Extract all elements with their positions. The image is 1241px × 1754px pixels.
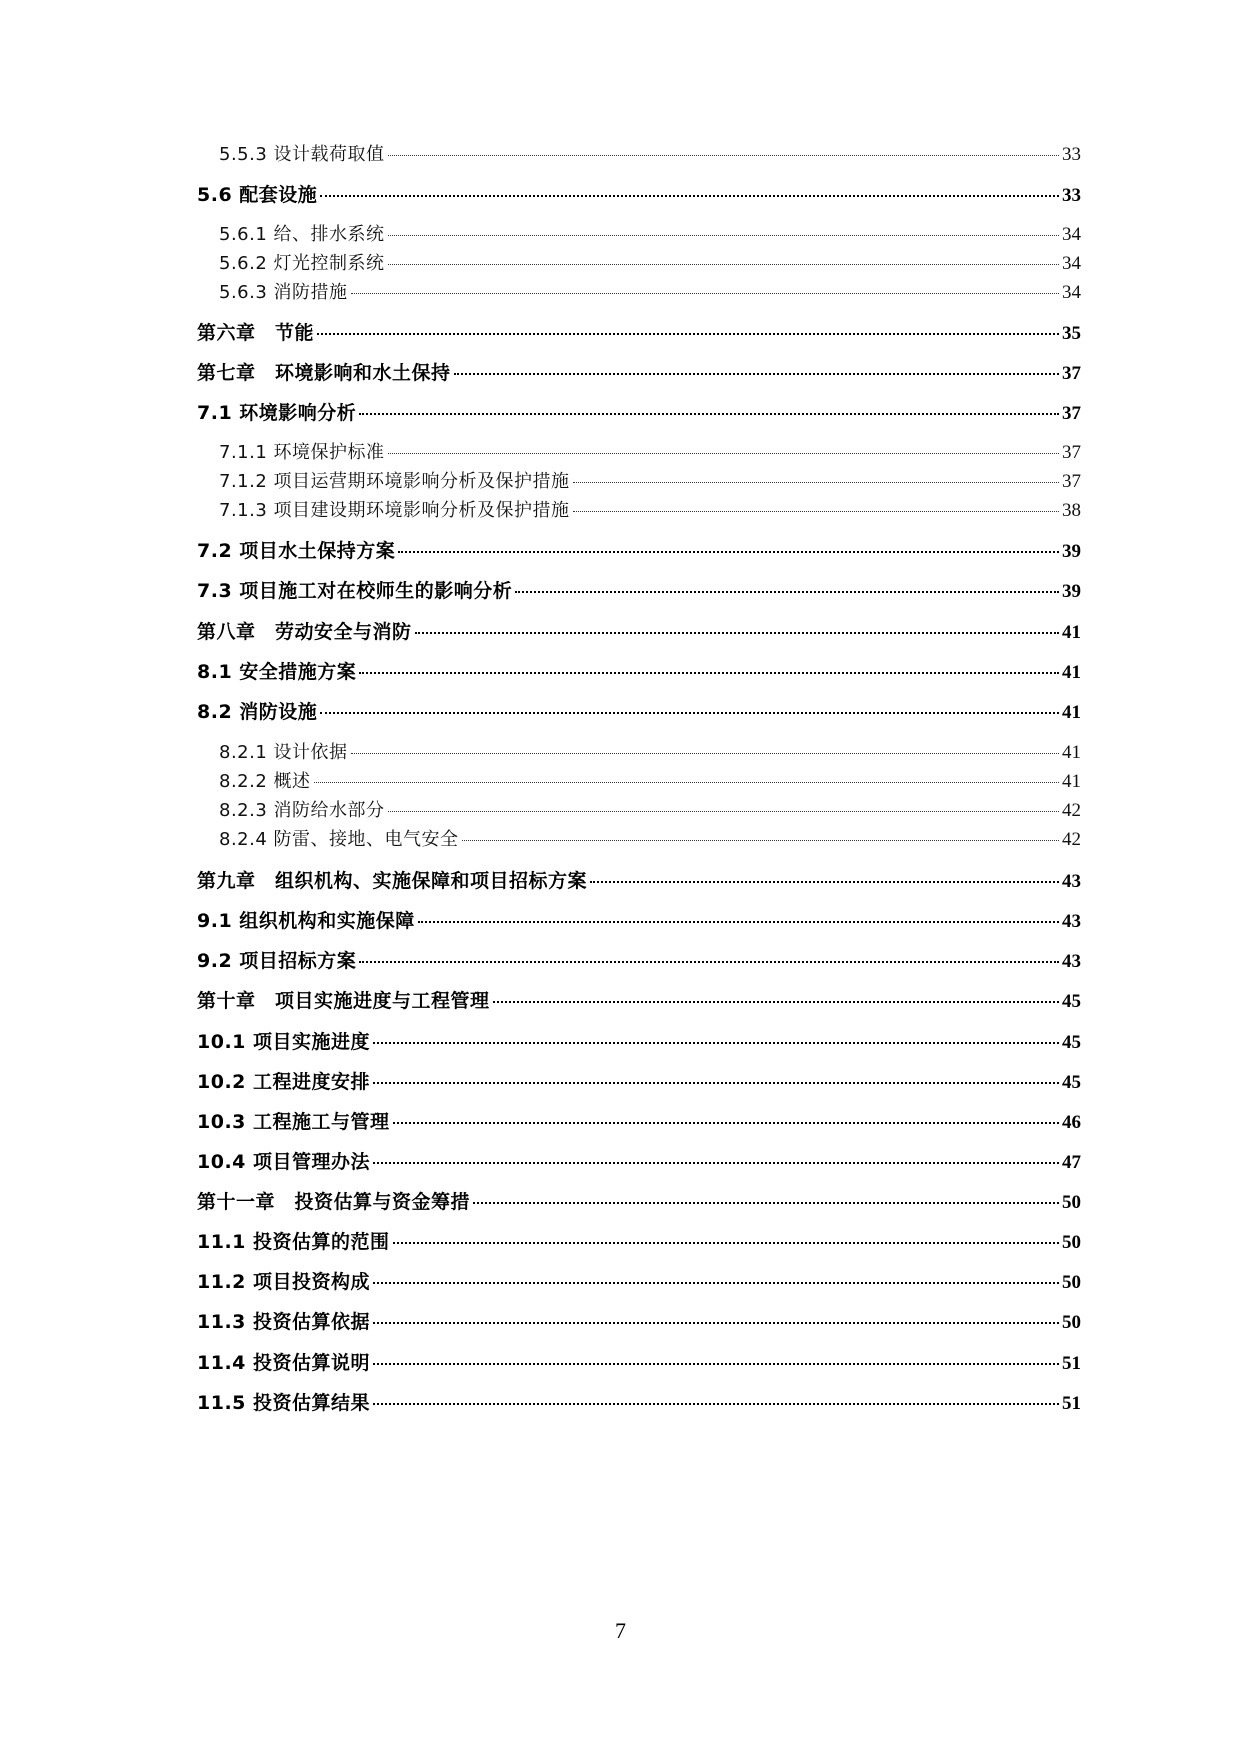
toc-entry-label: 10.3 工程施工与管理	[197, 1111, 390, 1133]
toc-entry-label: 第九章 组织机构、实施保障和项目招标方案	[197, 870, 588, 892]
toc-entry[interactable]	[197, 358, 1081, 385]
toc-entry[interactable]	[197, 1388, 1081, 1415]
toc-entry-page: 45	[1062, 991, 1081, 1012]
toc-dot-leader	[590, 881, 1059, 883]
toc-entry-page: 37	[1062, 471, 1081, 492]
toc-entry[interactable]	[197, 278, 1081, 304]
toc-entry[interactable]	[197, 220, 1081, 246]
toc-entry-label: 第七章 环境影响和水土保持	[197, 362, 451, 384]
toc-entry[interactable]	[197, 617, 1081, 644]
toc-entry-page: 41	[1062, 771, 1081, 792]
toc-dot-leader	[515, 591, 1059, 593]
toc-dot-leader	[388, 235, 1059, 236]
toc-entry[interactable]	[197, 825, 1081, 851]
toc-entry[interactable]	[197, 140, 1081, 166]
toc-entry[interactable]	[197, 1348, 1081, 1375]
toc-entry[interactable]	[197, 496, 1081, 522]
toc-entry-label: 7.2 项目水土保持方案	[197, 540, 396, 562]
toc-dot-leader	[359, 672, 1059, 674]
toc-entry-page: 45	[1062, 1072, 1081, 1093]
toc-entry[interactable]	[197, 738, 1081, 764]
toc-dot-leader	[462, 840, 1059, 841]
toc-entry-page: 33	[1062, 144, 1081, 165]
toc-entry-page: 42	[1062, 800, 1081, 821]
toc-entry-page: 51	[1062, 1393, 1081, 1414]
toc-entry-page: 46	[1062, 1112, 1081, 1133]
toc-entry[interactable]	[197, 318, 1081, 345]
toc-entry-label: 第六章 节能	[197, 322, 315, 344]
toc-entry-page: 37	[1062, 403, 1081, 424]
toc-entry-page: 37	[1062, 442, 1081, 463]
toc-entry-label: 10.2 工程进度安排	[197, 1071, 370, 1093]
toc-entry-label: 9.1 组织机构和实施保障	[197, 910, 415, 932]
toc-entry-label: 8.2 消防设施	[197, 701, 318, 723]
toc-entry-page: 51	[1062, 1353, 1081, 1374]
toc-entry-label: 10.1 项目实施进度	[197, 1031, 370, 1053]
toc-entry[interactable]	[197, 438, 1081, 464]
toc-dot-leader	[320, 712, 1059, 714]
toc-entry-label: 8.2.4 防雷、接地、电气安全	[219, 829, 459, 850]
toc-entry-label: 第十一章 投资估算与资金筹措	[197, 1191, 471, 1213]
toc-entry-label: 11.4 投资估算说明	[197, 1352, 370, 1374]
toc-entry-label: 7.1.1 环境保护标准	[219, 442, 385, 463]
toc-entry[interactable]	[197, 180, 1081, 207]
toc-dot-leader	[373, 1322, 1059, 1324]
toc-dot-leader	[314, 782, 1059, 783]
toc-entry-label: 5.6 配套设施	[197, 184, 318, 206]
toc-entry[interactable]	[197, 1067, 1081, 1094]
toc-entry-page: 47	[1062, 1152, 1081, 1173]
toc-entry-label: 11.1 投资估算的范围	[197, 1231, 390, 1253]
toc-entry-page: 41	[1062, 622, 1081, 643]
toc-entry-page: 41	[1062, 702, 1081, 723]
toc-entry[interactable]	[197, 1227, 1081, 1254]
toc-dot-leader	[373, 1403, 1059, 1405]
toc-entry[interactable]	[197, 1267, 1081, 1294]
toc-entry-label: 第十章 项目实施进度与工程管理	[197, 990, 490, 1012]
toc-entry-page: 50	[1062, 1192, 1081, 1213]
toc-entry-label: 5.6.2 灯光控制系统	[219, 253, 385, 274]
toc-entry[interactable]	[197, 796, 1081, 822]
toc-entry-page: 34	[1062, 253, 1081, 274]
toc-dot-leader	[388, 453, 1059, 454]
toc-entry-label: 11.2 项目投资构成	[197, 1271, 370, 1293]
toc-entry-page: 38	[1062, 500, 1081, 521]
toc-entry-label: 5.6.3 消防措施	[219, 282, 348, 303]
toc-dot-leader	[573, 482, 1059, 483]
toc-dot-leader	[373, 1042, 1059, 1044]
toc-dot-leader	[493, 1001, 1059, 1003]
toc-dot-leader	[373, 1282, 1059, 1284]
toc-entry-label: 8.1 安全措施方案	[197, 661, 357, 683]
toc-entry-page: 43	[1062, 871, 1081, 892]
toc-entry-label: 7.3 项目施工对在校师生的影响分析	[197, 580, 513, 602]
toc-entry-label: 7.1.3 项目建设期环境影响分析及保护措施	[219, 500, 570, 521]
toc-dot-leader	[373, 1363, 1059, 1365]
toc-dot-leader	[388, 155, 1059, 156]
toc-entry-page: 43	[1062, 911, 1081, 932]
toc-entry-label: 11.3 投资估算依据	[197, 1311, 370, 1333]
toc-entry[interactable]	[197, 1027, 1081, 1054]
toc-entry-label: 5.5.3 设计载荷取值	[219, 144, 385, 165]
toc-entry[interactable]	[197, 1107, 1081, 1134]
toc-entry-page: 35	[1062, 323, 1081, 344]
toc-entry[interactable]	[197, 657, 1081, 684]
toc-entry-page: 37	[1062, 363, 1081, 384]
page-number: 7	[615, 1618, 626, 1643]
toc-dot-leader	[351, 753, 1059, 754]
toc-dot-leader	[415, 632, 1059, 634]
toc-entry[interactable]	[197, 767, 1081, 793]
toc-entry-label: 5.6.1 给、排水系统	[219, 224, 385, 245]
toc-dot-leader	[373, 1082, 1059, 1084]
toc-entry-page: 45	[1062, 1032, 1081, 1053]
toc-entry-page: 50	[1062, 1272, 1081, 1293]
toc-entry[interactable]	[197, 1187, 1081, 1214]
toc-dot-leader	[454, 373, 1059, 375]
toc-entry-label: 9.2 项目招标方案	[197, 950, 357, 972]
toc-entry-label: 7.1 环境影响分析	[197, 402, 357, 424]
toc-entry[interactable]	[197, 946, 1081, 973]
toc-entry-page: 33	[1062, 185, 1081, 206]
toc-dot-leader	[388, 811, 1059, 812]
toc-entry-label: 8.2.1 设计依据	[219, 742, 348, 763]
toc-dot-leader	[388, 264, 1059, 265]
toc-dot-leader	[359, 413, 1059, 415]
toc-dot-leader	[573, 511, 1059, 512]
toc-entry-label: 11.5 投资估算结果	[197, 1392, 370, 1414]
toc-entry[interactable]	[197, 249, 1081, 275]
toc-entry-page: 39	[1062, 581, 1081, 602]
toc-entry-label: 10.4 项目管理办法	[197, 1151, 370, 1173]
toc-entry[interactable]	[197, 1147, 1081, 1174]
toc-entry-page: 50	[1062, 1312, 1081, 1333]
toc-entry-page: 34	[1062, 282, 1081, 303]
toc-dot-leader	[359, 961, 1059, 963]
toc-entry[interactable]	[197, 906, 1081, 933]
toc-entry-page: 42	[1062, 829, 1081, 850]
toc-entry-page: 39	[1062, 541, 1081, 562]
toc-entry-page: 50	[1062, 1232, 1081, 1253]
toc-entry[interactable]	[197, 697, 1081, 724]
toc-entry-page: 41	[1062, 742, 1081, 763]
toc-entry[interactable]	[197, 398, 1081, 425]
toc-entry[interactable]	[197, 467, 1081, 493]
toc-entry-page: 34	[1062, 224, 1081, 245]
toc-dot-leader	[373, 1162, 1059, 1164]
toc-entry-page: 41	[1062, 662, 1081, 683]
toc-dot-leader	[320, 195, 1059, 197]
toc-entry-label: 第八章 劳动安全与消防	[197, 621, 412, 643]
toc-entry[interactable]	[197, 576, 1081, 603]
toc-entry-label: 8.2.2 概述	[219, 771, 311, 792]
toc-entry-label: 8.2.3 消防给水部分	[219, 800, 385, 821]
toc-dot-leader	[418, 921, 1059, 923]
toc-entry[interactable]	[197, 1307, 1081, 1334]
toc-dot-leader	[393, 1122, 1060, 1124]
table-of-contents	[197, 0, 1081, 1754]
toc-entry[interactable]	[197, 536, 1081, 563]
toc-entry[interactable]	[197, 866, 1081, 893]
toc-dot-leader	[317, 333, 1059, 335]
toc-dot-leader	[393, 1242, 1060, 1244]
toc-dot-leader	[398, 551, 1059, 553]
toc-entry[interactable]	[197, 986, 1081, 1013]
toc-entry-label: 7.1.2 项目运营期环境影响分析及保护措施	[219, 471, 570, 492]
toc-entry-page: 43	[1062, 951, 1081, 972]
toc-dot-leader	[473, 1202, 1059, 1204]
toc-dot-leader	[351, 293, 1059, 294]
